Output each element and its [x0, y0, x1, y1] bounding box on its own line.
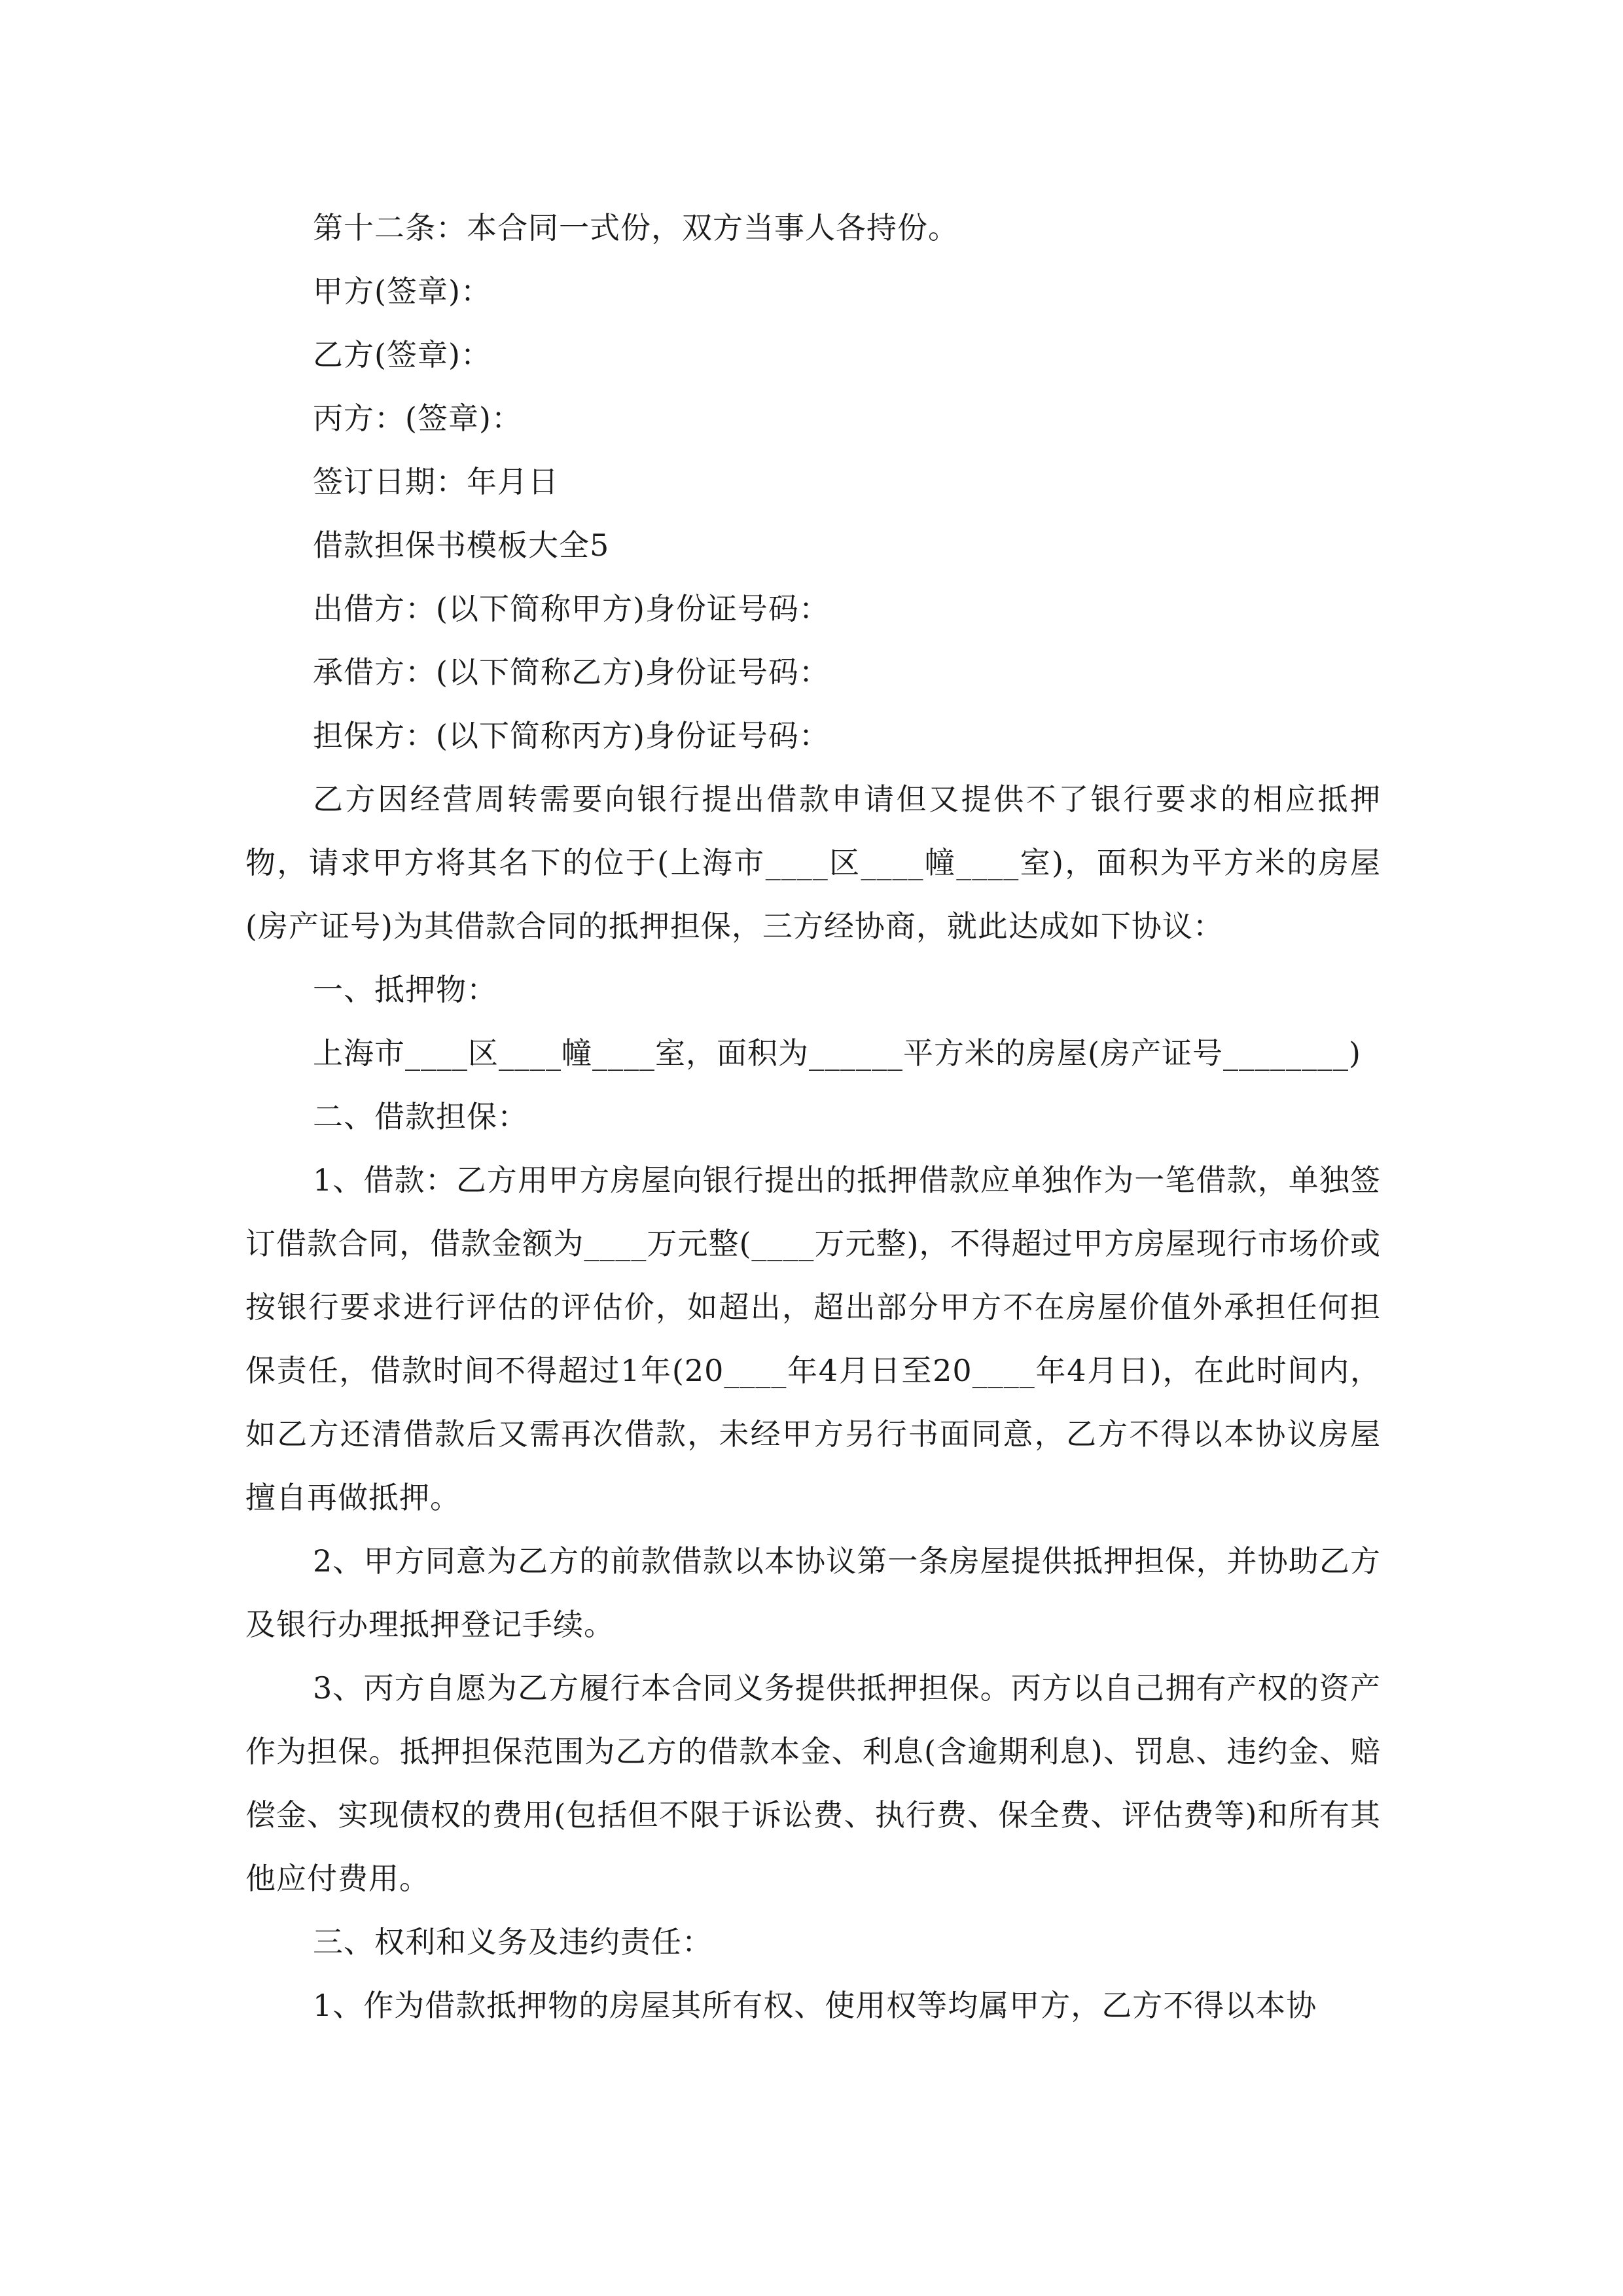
section-2-item-3: 3、丙方自愿为乙方履行本合同义务提供抵押担保。丙方以自己拥有产权的资产作为担保。抵押担保范围为乙方的借款本金、利息(含逾期利息)、罚息、违约金、赔偿金、实现债权的费用(包括但不限于诉讼费、执行费、保全费、评估费等)和所有其他应付费用。 — [245, 1670, 1381, 1896]
section-3-item-1: 1、作为借款抵押物的房屋其所有权、使用权等均属甲方，乙方不得以本协 — [313, 1988, 1317, 2023]
section-3-title: 三、权利和义务及违约责任： — [313, 1924, 713, 1960]
party-b-signature: 乙方(签章)： — [313, 337, 491, 372]
borrower-info: 承借方：(以下简称乙方)身份证号码： — [313, 655, 830, 690]
party-a-signature: 甲方(签章)： — [313, 274, 491, 309]
signing-date: 签订日期：年月日 — [313, 464, 559, 499]
intro-paragraph: 乙方因经营周转需要向银行提出借款申请但又提供不了银行要求的相应抵押物，请求甲方将其名下的位于(上海市____区____幢____室)，面积为平方米的房屋(房产证号)为其借款合同的抵押担保，三方经协商，就此达成如下协议： — [245, 781, 1381, 944]
section-1-title: 一、抵押物： — [313, 972, 497, 1007]
guarantor-info: 担保方：(以下简称丙方)身份证号码： — [313, 718, 830, 753]
section-2-item-1: 1、借款：乙方用甲方房屋向银行提出的抵押借款应单独作为一笔借款，单独签订借款合同，借款金额为____万元整(____万元整)，不得超过甲方房屋现行市场价或按银行要求进行评估的评估价，如超出，超出部分甲方不在房屋价值外承担任何担保责任，借款时间不得超过1年(20____年4月日至20____年4月日)，在此时间内，如乙方还清借款后又需再次借款，未经甲方另行书面同意，乙方不得以本协议房屋擅自再做抵押。 — [245, 1162, 1381, 1515]
clause-12: 第十二条：本合同一式份，双方当事人各持份。 — [313, 210, 959, 245]
section-2-item-2: 2、甲方同意为乙方的前款借款以本协议第一条房屋提供抵押担保，并协助乙方及银行办理抵押登记手续。 — [245, 1543, 1381, 1642]
section-2-title: 二、借款担保： — [313, 1099, 528, 1134]
document-body — [245, 196, 1381, 2037]
party-c-signature: 丙方：(签章)： — [313, 401, 522, 436]
lender-info: 出借方：(以下简称甲方)身份证号码： — [313, 591, 830, 626]
section-1-property: 上海市____区____幢____室，面积为______平方米的房屋(房产证号________) — [313, 1035, 1361, 1071]
template-title: 借款担保书模板大全5 — [313, 528, 610, 563]
